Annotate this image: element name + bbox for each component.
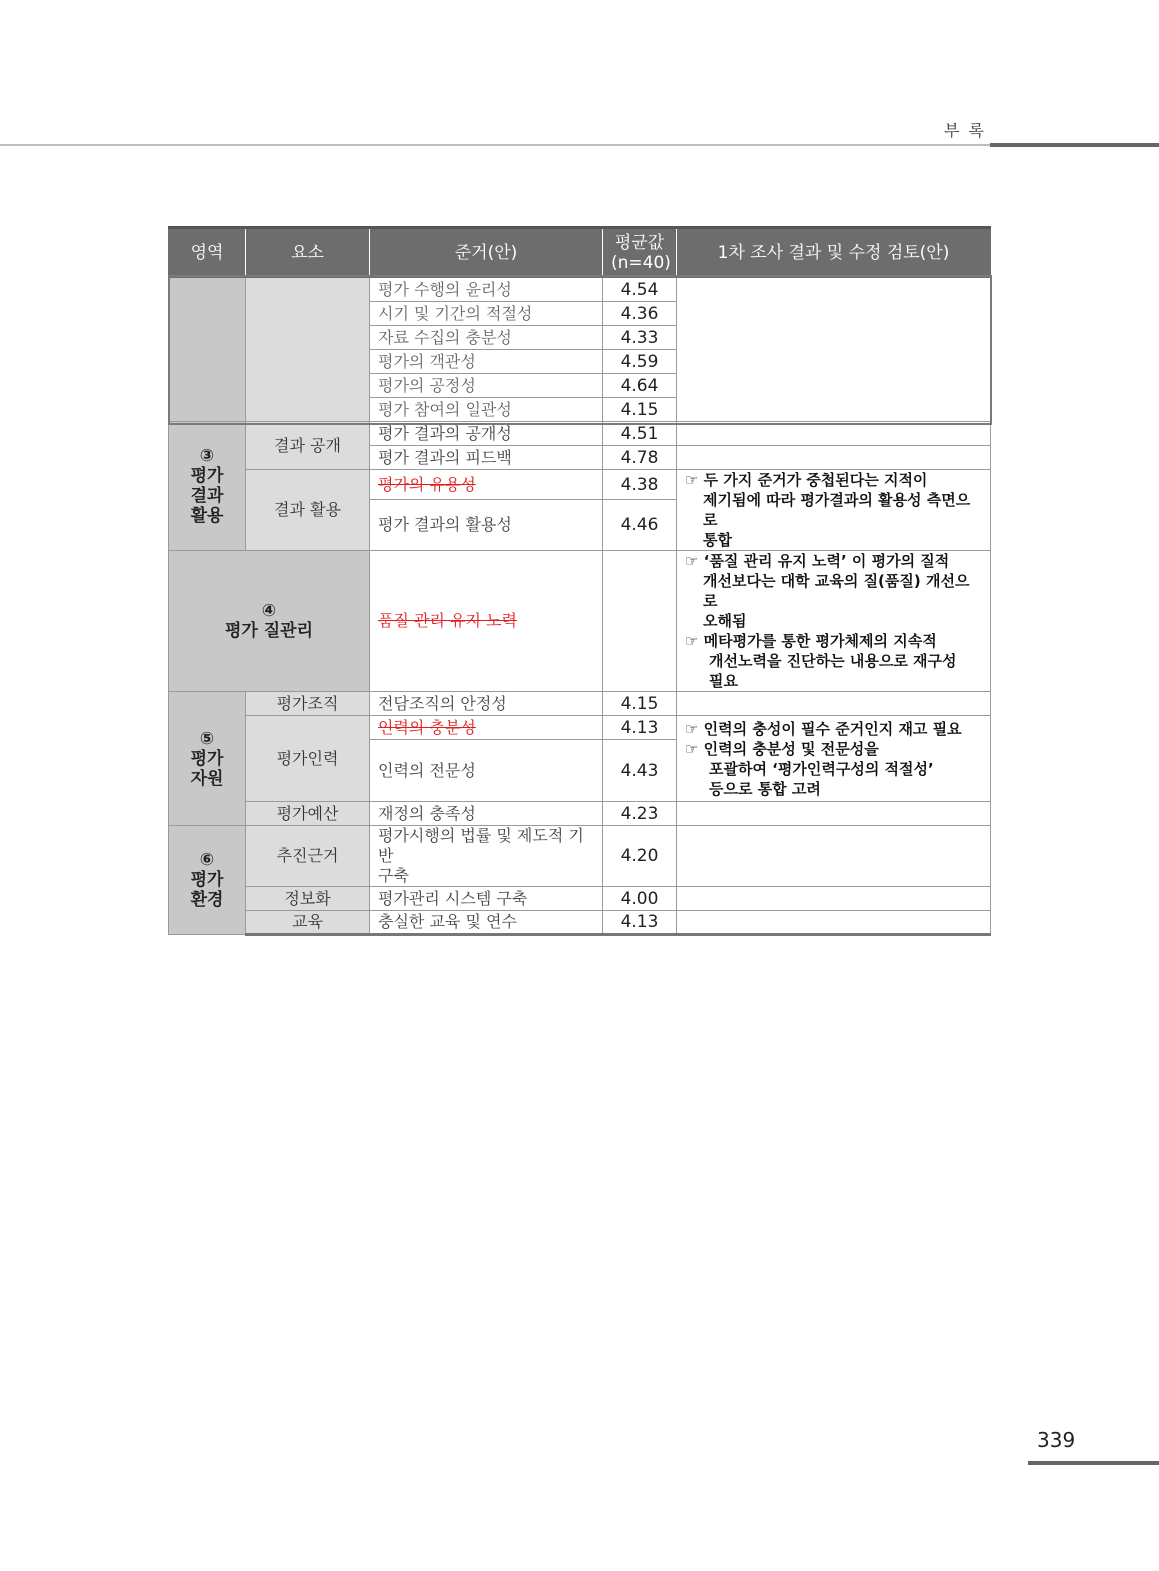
table-row bbox=[169, 716, 991, 740]
criterion-cell: 인력의 전문성 bbox=[370, 740, 603, 802]
header-criterion: 준거(안) bbox=[370, 228, 603, 278]
header-review: 1차 조사 결과 및 수정 검토(안) bbox=[677, 228, 991, 278]
table-row bbox=[169, 911, 991, 935]
table-row bbox=[169, 551, 991, 692]
review-note-line: 오해됨 bbox=[703, 612, 747, 630]
criterion-cell-deleted: 인력의 충분성 bbox=[370, 716, 603, 740]
criterion-cell: 전담조직의 안정성 bbox=[370, 692, 603, 716]
mean-value-cell: 4.13 bbox=[603, 716, 677, 740]
criterion-cell: 시기 및 기간의 적절성 bbox=[370, 302, 603, 326]
review-note-line: ☞ 인력의 충분성 및 전문성을 bbox=[685, 739, 879, 758]
appendix-header-label: 부 록 bbox=[944, 121, 986, 140]
mean-value-cell: 4.59 bbox=[603, 350, 677, 374]
mean-value-cell: 4.54 bbox=[603, 278, 677, 302]
mean-value-cell: 4.64 bbox=[603, 374, 677, 398]
review-note-line: 포괄하여 ‘평가인력구성의 적절성’ bbox=[709, 759, 934, 778]
criterion-cell: 충실한 교육 및 연수 bbox=[370, 911, 603, 935]
table-header-row bbox=[169, 228, 991, 278]
area-number: ⑥ bbox=[199, 850, 215, 870]
criterion-cell-deleted: 품질 관리 유지 노력 bbox=[370, 551, 603, 692]
review-cell-blank bbox=[677, 422, 991, 446]
element-cell: 교육 bbox=[246, 911, 370, 935]
element-cell: 평가예산 bbox=[246, 802, 370, 826]
area-name: 자원 bbox=[190, 768, 224, 789]
element-cell: 평가조직 bbox=[246, 692, 370, 716]
mean-value-cell: 4.78 bbox=[603, 446, 677, 470]
header-rule bbox=[0, 144, 990, 146]
header-area: 영역 bbox=[169, 228, 246, 278]
area-name: 평가 bbox=[190, 748, 224, 769]
review-cell-blank bbox=[677, 278, 991, 422]
mean-value-cell-empty bbox=[603, 551, 677, 692]
criterion-cell: 평가 참여의 일관성 bbox=[370, 398, 603, 422]
mean-value-cell: 4.38 bbox=[603, 470, 677, 500]
review-note-cell bbox=[677, 716, 991, 802]
mean-value-cell: 4.20 bbox=[603, 826, 677, 887]
review-note-line: 개선보다는 대학 교육의 질(품질) 개선으로 bbox=[703, 572, 970, 610]
header-mean-n: (n=40) bbox=[611, 253, 671, 273]
review-note-line: 제기됨에 따라 평가결과의 활용성 측면으로 bbox=[703, 491, 971, 529]
review-note-line: 필요 bbox=[709, 672, 738, 690]
element-cell: 결과 공개 bbox=[246, 422, 370, 470]
area-number: ④ bbox=[261, 601, 277, 621]
mean-value-cell: 4.15 bbox=[603, 398, 677, 422]
area-cell-environment bbox=[169, 826, 246, 935]
review-note-line: ☞ 메타평가를 통한 평가체제의 지속적 bbox=[685, 632, 937, 650]
element-cell: 평가인력 bbox=[246, 716, 370, 802]
criterion-cell-deleted: 평가의 유용성 bbox=[370, 470, 603, 500]
table-row bbox=[169, 692, 991, 716]
mean-value-cell: 4.51 bbox=[603, 422, 677, 446]
criterion-cell: 자료 수집의 충분성 bbox=[370, 326, 603, 350]
area-name: 결과 bbox=[190, 486, 224, 506]
page-number: 339 bbox=[1037, 1428, 1076, 1452]
criterion-cell: 평가의 객관성 bbox=[370, 350, 603, 374]
review-cell-blank bbox=[677, 911, 991, 935]
mean-value-cell: 4.43 bbox=[603, 740, 677, 802]
area-cell-result-use bbox=[169, 422, 246, 551]
header-mean bbox=[603, 228, 677, 278]
table-row bbox=[169, 887, 991, 911]
mean-value-cell: 4.15 bbox=[603, 692, 677, 716]
area-name: 환경 bbox=[190, 890, 224, 910]
mean-value-cell: 4.46 bbox=[603, 500, 677, 551]
area-number: ③ bbox=[199, 446, 215, 466]
element-cell: 추진근거 bbox=[246, 826, 370, 887]
area-cell-resources bbox=[169, 692, 246, 826]
review-note-line: 등으로 통합 고려 bbox=[709, 779, 821, 798]
mean-value-cell: 4.13 bbox=[603, 911, 677, 935]
review-cell-blank bbox=[677, 692, 991, 716]
criterion-cell: 평가관리 시스템 구축 bbox=[370, 887, 603, 911]
table-row bbox=[169, 826, 991, 887]
area-name: 평가 질관리 bbox=[224, 621, 314, 641]
area-name: 활용 bbox=[190, 506, 224, 526]
criterion-line: 구축 bbox=[378, 866, 409, 885]
element-cell: 결과 활용 bbox=[246, 470, 370, 551]
criterion-cell: 평가 결과의 활용성 bbox=[370, 500, 603, 551]
review-note-cell bbox=[677, 470, 991, 551]
review-cell-blank bbox=[677, 887, 991, 911]
area-name: 평가 bbox=[190, 870, 224, 890]
table-row bbox=[169, 802, 991, 826]
table-row bbox=[169, 422, 991, 446]
review-note-line: 통합 bbox=[703, 531, 732, 549]
header-mean-label: 평균값 bbox=[614, 233, 665, 253]
review-cell-blank bbox=[677, 446, 991, 470]
criterion-cell: 평가 결과의 공개성 bbox=[370, 422, 603, 446]
review-note-line: ☞ 두 가지 준거가 중첩된다는 지적이 bbox=[685, 471, 928, 489]
area-name: 평가 bbox=[190, 466, 224, 486]
review-note-line: ☞ 인력의 충성이 필수 준거인지 재고 필요 bbox=[685, 719, 962, 738]
mean-value-cell: 4.23 bbox=[603, 802, 677, 826]
mean-value-cell: 4.00 bbox=[603, 887, 677, 911]
header-element: 요소 bbox=[246, 228, 370, 278]
criterion-cell: 재정의 충족성 bbox=[370, 802, 603, 826]
mean-value-cell: 4.33 bbox=[603, 326, 677, 350]
mean-value-cell: 4.36 bbox=[603, 302, 677, 326]
header-rule-accent bbox=[990, 143, 1159, 147]
element-cell: 정보화 bbox=[246, 887, 370, 911]
criterion-line: 평가시행의 법률 및 제도적 기반 bbox=[378, 826, 584, 865]
review-note-line: ☞ ‘품질 관리 유지 노력’ 이 평가의 질적 bbox=[685, 552, 950, 570]
review-cell-blank bbox=[677, 802, 991, 826]
criteria-table bbox=[168, 226, 991, 936]
footer-rule bbox=[1028, 1461, 1159, 1465]
table-row bbox=[169, 278, 991, 302]
table-row bbox=[169, 470, 991, 500]
review-note-cell bbox=[677, 551, 991, 692]
area-cell-blank bbox=[169, 278, 246, 422]
area-cell-quality bbox=[169, 551, 370, 692]
criterion-cell bbox=[370, 826, 603, 887]
criterion-cell: 평가의 공정성 bbox=[370, 374, 603, 398]
criterion-cell: 평가 결과의 피드백 bbox=[370, 446, 603, 470]
criterion-cell: 평가 수행의 윤리성 bbox=[370, 278, 603, 302]
review-note-line: 개선노력을 진단하는 내용으로 재구성 bbox=[709, 652, 957, 670]
element-cell-blank bbox=[246, 278, 370, 422]
area-number: ⑤ bbox=[199, 728, 215, 749]
review-cell-blank bbox=[677, 826, 991, 887]
